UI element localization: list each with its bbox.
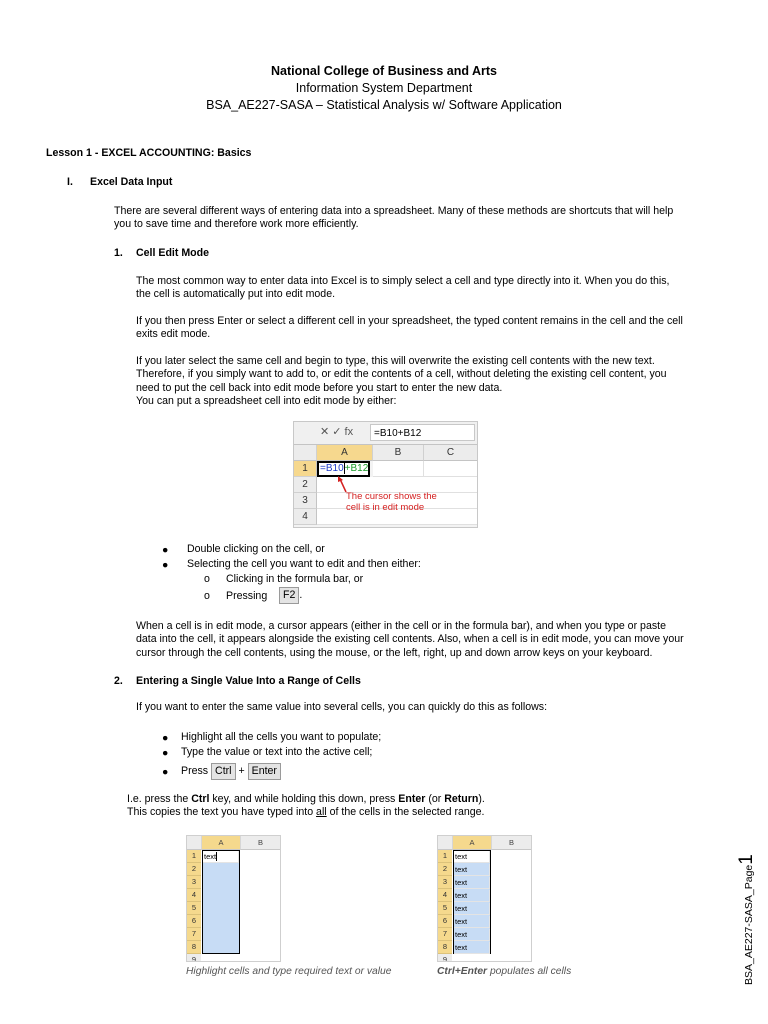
row-header-3: 3 xyxy=(294,493,317,509)
row-header: 8 xyxy=(438,941,452,954)
row-header-1: 1 xyxy=(294,461,317,477)
sub-bullet-pressing: Pressing xyxy=(226,590,268,602)
bullet-dot: ● xyxy=(162,559,169,571)
bullet-dot: ● xyxy=(162,747,169,759)
row-header: 4 xyxy=(187,889,201,902)
row-header: 3 xyxy=(438,876,452,889)
edit-mode-screenshot xyxy=(293,421,478,528)
sub1-paragraph-3: If you later select the same cell and begin to type, this will overwrite the existing cell contents with the new text. Therefore, if you simply want to add to, or edit the contents of a cell, without deleting the existing cell content, you need to put the cell back into edit mode before you start to enter the new data. You can put a spreadsheet cell into edit mode by either: xyxy=(136,355,667,408)
caption-left: Highlight cells and type required text or value xyxy=(186,966,392,977)
key-f2: F2 . xyxy=(279,587,302,604)
corner-header xyxy=(187,836,202,850)
active-cell-text: text xyxy=(203,851,239,863)
row-header: 9 xyxy=(438,954,452,962)
institution-title: National College of Business and Arts xyxy=(271,64,497,78)
active-cell-a1: =B10+B12 xyxy=(317,461,370,477)
bullet-type-value: Type the value or text into the active cell; xyxy=(181,746,373,758)
formula-bar-icons: ✕ ✓ fx xyxy=(320,426,354,438)
lesson-title: Lesson 1 - EXCEL ACCOUNTING: Basics xyxy=(46,147,252,159)
row-header: 4 xyxy=(438,889,452,902)
column-header-b: B xyxy=(241,836,281,850)
sub2-number: 2. xyxy=(114,675,123,687)
column-header-a: A xyxy=(453,836,492,850)
sub-bullet-formula-bar: Clicking in the formula bar, or xyxy=(226,573,364,585)
row-header: 1 xyxy=(438,850,452,863)
row-header: 2 xyxy=(187,863,201,876)
sub-bullet-marker: o xyxy=(204,573,210,585)
sub1-number: 1. xyxy=(114,247,123,259)
corner-header xyxy=(294,445,317,461)
edit-mode-annotation: The cursor shows the cell is in edit mode xyxy=(346,491,437,513)
section-title: Excel Data Input xyxy=(90,176,173,188)
column-header-a: A xyxy=(202,836,241,850)
sub-bullet-marker: o xyxy=(204,590,210,602)
row-header: 1 xyxy=(187,850,201,863)
row-header: 7 xyxy=(438,928,452,941)
row-header-2: 2 xyxy=(294,477,317,493)
cell-c1 xyxy=(424,461,478,477)
bullet-double-click: Double clicking on the cell, or xyxy=(187,543,325,555)
department-title: Information System Department xyxy=(295,81,473,95)
sub2-paragraph-1: If you want to enter the same value into several cells, you can quickly do this as follows: xyxy=(136,701,548,713)
range-before-screenshot xyxy=(186,835,281,962)
column-header-a: A xyxy=(317,445,373,461)
column-header-c: C xyxy=(424,445,478,461)
populated-cell: text xyxy=(454,916,490,928)
bullet-press-keys: Press Ctrl + Enter xyxy=(181,762,281,780)
course-title: BSA_AE227-SASA – Statistical Analysis w/ Software Application xyxy=(206,98,562,112)
row-header-4: 4 xyxy=(294,509,317,525)
populated-cell: text xyxy=(454,929,490,941)
populated-cell: text xyxy=(454,942,490,954)
formula-input: =B10+B12 xyxy=(370,424,475,441)
populated-cell: text xyxy=(454,903,490,915)
bullet-highlight-cells: Highlight all the cells you want to populate; xyxy=(181,731,382,743)
caption-right: Ctrl+Enter populates all cells xyxy=(437,966,572,977)
populated-cell: text xyxy=(454,877,490,889)
formula-bar xyxy=(294,422,477,445)
sub1-paragraph-1: The most common way to enter data into Excel is to simply select a cell and type directly into it. When you do this, the cell is automatically put into edit mode. xyxy=(136,275,670,301)
ie-paragraph: I.e. press the Ctrl key, and while holding this down, press Enter (or Return). This copies the text you have typed into all of the cells in the selected range. xyxy=(127,793,485,819)
row-header: 5 xyxy=(187,902,201,915)
bullet-dot: ● xyxy=(162,766,169,778)
bullet-dot: ● xyxy=(162,544,169,556)
bullet-dot: ● xyxy=(162,732,169,744)
sub2-title: Entering a Single Value Into a Range of Cells xyxy=(136,675,361,687)
page-footer: BSA_AE227-SASA_Page1 xyxy=(736,854,757,985)
cell-b1 xyxy=(373,461,424,477)
row-header: 8 xyxy=(187,941,201,954)
row-header: 2 xyxy=(438,863,452,876)
corner-header xyxy=(438,836,453,850)
sub1-paragraph-4: When a cell is in edit mode, a cursor appears (either in the cell or in the formula bar), and when you type or paste data into the cell, it appears alongside the existing cell contents. Also, when a cell is in edit mode, you can move your cursor through the cell contents, using the mouse, or the left, right, up and down arrow keys on your keyboard. xyxy=(136,620,684,659)
bullet-select-cell: Selecting the cell you want to edit and then either: xyxy=(187,558,421,570)
key-ctrl: Ctrl xyxy=(211,763,235,780)
populated-cell: text xyxy=(454,864,490,876)
populated-cell: text xyxy=(454,890,490,902)
row-header: 9 xyxy=(187,954,201,962)
row-header: 6 xyxy=(438,915,452,928)
row-header: 3 xyxy=(187,876,201,889)
column-header-b: B xyxy=(373,445,424,461)
range-after-screenshot xyxy=(437,835,532,962)
column-header-b: B xyxy=(492,836,532,850)
sub1-title: Cell Edit Mode xyxy=(136,247,209,259)
sub1-paragraph-2: If you then press Enter or select a different cell in your spreadsheet, the typed content remains in the cell and the cell exits edit mode. xyxy=(136,315,683,341)
key-enter: Enter xyxy=(248,763,281,780)
selected-range xyxy=(202,850,240,954)
row-header: 7 xyxy=(187,928,201,941)
section-number: I. xyxy=(67,176,73,188)
row-header: 5 xyxy=(438,902,452,915)
intro-paragraph: There are several different ways of entering data into a spreadsheet. Many of these methods are shortcuts that will help you to save time and therefore work more efficiently. xyxy=(114,205,674,231)
populated-cell: text xyxy=(454,851,490,863)
row-header: 6 xyxy=(187,915,201,928)
